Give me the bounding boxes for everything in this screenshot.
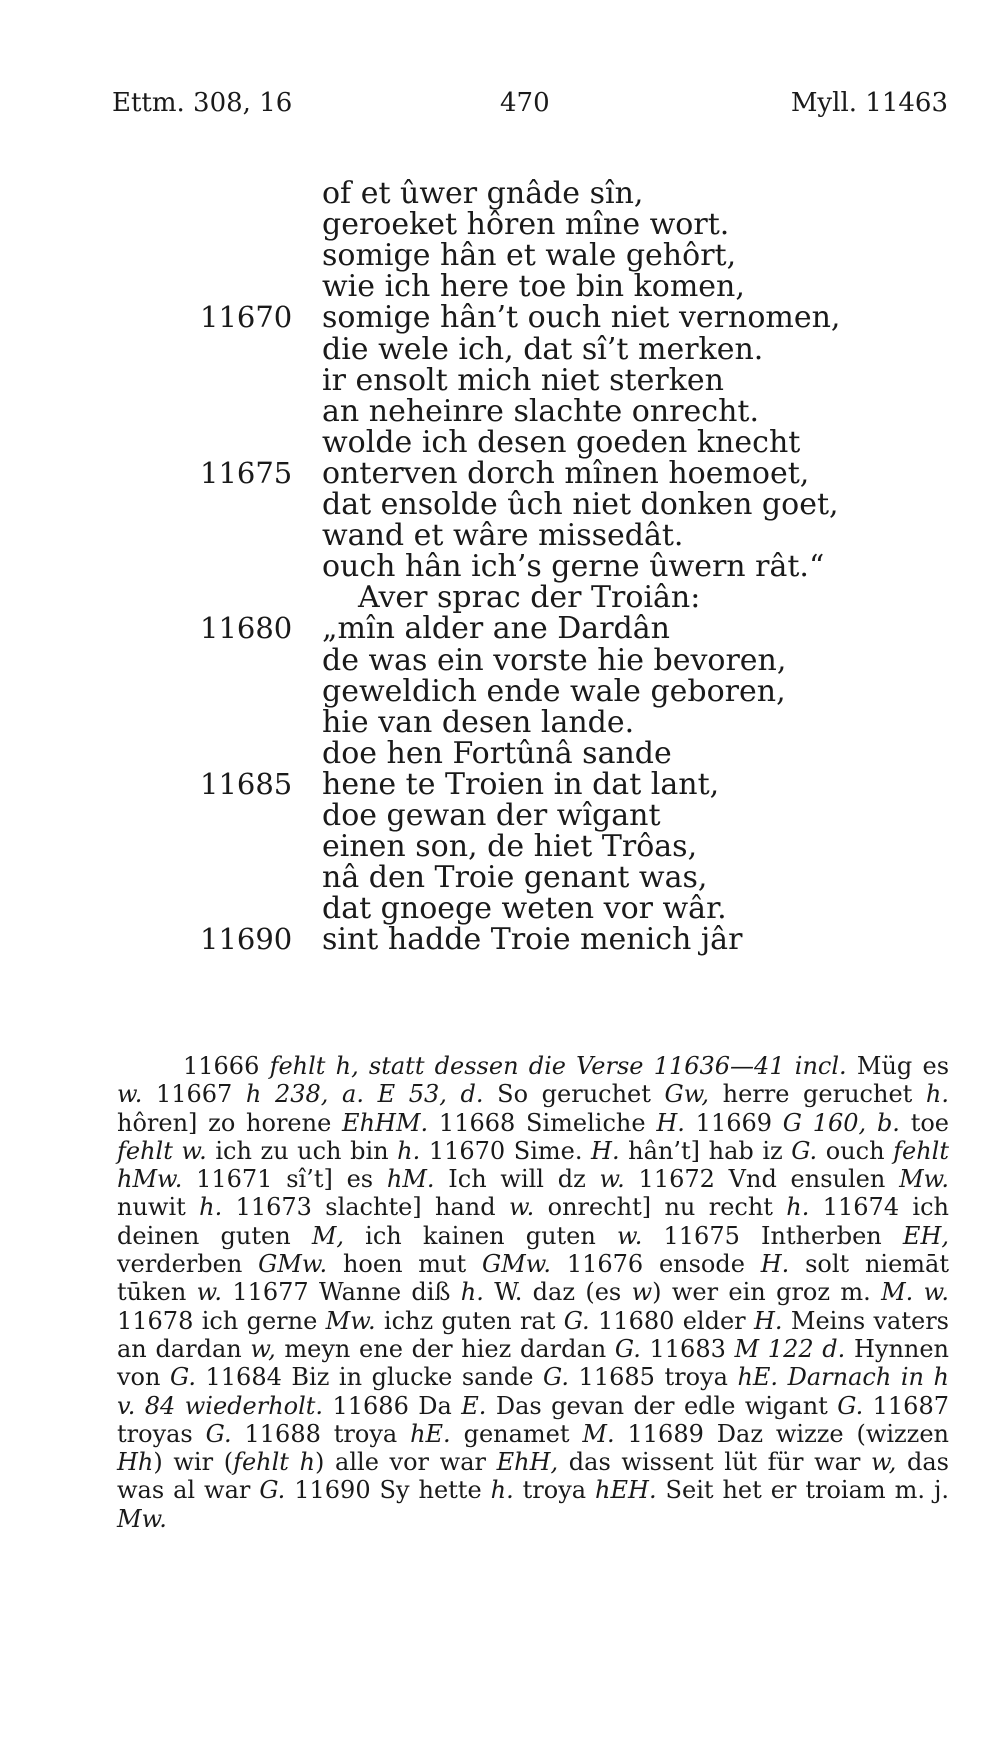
apparatus-siglum: w, (250, 1334, 276, 1363)
apparatus-text: ouch (817, 1136, 894, 1165)
apparatus-siglum: h. (460, 1278, 484, 1307)
running-header (0, 88, 1000, 132)
verse-text-line: onterven dorch mînen hoemoet, (322, 455, 810, 491)
apparatus-text: 11687 troyas (117, 1391, 949, 1448)
apparatus-siglum: h. (199, 1193, 223, 1222)
apparatus-text: hôren] zo horene (117, 1108, 343, 1137)
verse-text-line: doe hen Fortûnâ sande (322, 735, 672, 771)
apparatus-text: Meins vaters an dardan (117, 1306, 949, 1363)
apparatus-siglum: G. (205, 1419, 232, 1448)
apparatus-text: Das gevan der edle wigant (486, 1391, 838, 1420)
apparatus-siglum: EhHM. (342, 1108, 429, 1137)
apparatus-siglum: M, (311, 1221, 345, 1250)
apparatus-paragraph (117, 1052, 949, 1533)
apparatus-text: 11673 slachte] hand (222, 1193, 509, 1222)
apparatus-text: ich kainen guten (344, 1221, 618, 1250)
apparatus-siglum: Mw. (899, 1165, 949, 1194)
apparatus-siglum: GMw. (258, 1250, 328, 1279)
verse-text-line: die wele ich, dat sî’t merken. (322, 331, 764, 367)
verse-text-line: of et ûwer gnâde sîn, (322, 176, 644, 211)
apparatus-text: 11670 Sime. (420, 1136, 592, 1165)
apparatus-siglum: w. (617, 1221, 643, 1250)
verse-text-line: ir ensolt mich niet sterken (322, 362, 724, 398)
apparatus-text: 11683 (640, 1334, 735, 1363)
apparatus-siglum: h. (397, 1136, 421, 1165)
apparatus-siglum: h. (925, 1080, 950, 1109)
apparatus-siglum: G. (543, 1363, 569, 1392)
apparatus-text (778, 1363, 788, 1391)
verse-text-line: geroeket hôren mîne wort. (322, 207, 730, 243)
verse-text-line: „mîn alder ane Dardân (322, 611, 670, 647)
apparatus-text: 11680 elder (589, 1306, 754, 1335)
verse-text-line: dat gnoege weten vor wâr. (322, 891, 727, 927)
apparatus-text: Ich will dz (434, 1165, 600, 1194)
verse-text-line: wie ich here toe bin komen, (322, 269, 745, 305)
apparatus-siglum: w (631, 1278, 653, 1307)
verse-text-line: Aver sprac der Troiân: (358, 580, 701, 616)
verse-text-line: hie van desen lande. (322, 704, 635, 740)
apparatus-siglum: Darnach in h v. 84 wiederholt. (117, 1363, 949, 1420)
apparatus-siglum: Hh (117, 1448, 154, 1477)
verse-text-line: sint hadde Troie menich jâr (322, 922, 743, 958)
apparatus-text: 11667 (142, 1080, 246, 1109)
verse-text-line: an neheinre slachte onrecht. (322, 393, 759, 429)
line-number: 11690 (200, 922, 293, 957)
apparatus-text: toe (899, 1108, 950, 1137)
verse-text-line: de was ein vorste hie bevoren, (322, 642, 787, 678)
apparatus-text: solt niemāt tūken (117, 1250, 949, 1307)
apparatus-siglum: G. (170, 1363, 196, 1392)
verse-text-line: doe gewan der wîgant (322, 798, 661, 833)
verse-line (0, 921, 1000, 958)
apparatus-text: ) wir ( (153, 1448, 234, 1477)
apparatus-siglum: h. (490, 1476, 514, 1505)
apparatus-siglum: G. (259, 1476, 286, 1505)
header-right-reference: Myll. 11463 (790, 88, 948, 118)
line-number: 11680 (200, 611, 293, 646)
apparatus-text: onrecht] nu recht (534, 1193, 787, 1222)
apparatus-text: 11675 Intherben (642, 1221, 903, 1250)
apparatus-siglum: fehlt h, statt dessen die Verse 11636—41 incl. (269, 1052, 847, 1080)
apparatus-siglum: G. (563, 1306, 590, 1335)
apparatus-text: das wissent lüt für war (558, 1448, 872, 1477)
verse-text-line: geweldich ende wale geboren, (322, 673, 786, 709)
verse-text-line: wolde ich desen goeden knecht (322, 424, 801, 460)
apparatus-text: ) wer ein groz m. (652, 1278, 882, 1307)
critical-apparatus (117, 1052, 949, 1533)
apparatus-siglum: Mw. (325, 1306, 376, 1335)
apparatus-text: Hynnen von (117, 1334, 950, 1392)
verse-text-line: einen son, de hiet Trôas, (322, 829, 698, 865)
apparatus-siglum: fehlt w. (117, 1136, 207, 1165)
apparatus-text: 11671 sî’t] es (182, 1165, 387, 1194)
apparatus-text: 11689 Daz wizze (wizzen (614, 1419, 949, 1448)
apparatus-text: 11685 troya (569, 1363, 738, 1392)
apparatus-siglum: H. (656, 1108, 685, 1137)
apparatus-siglum: Mw. (117, 1504, 167, 1533)
verse-text-line: hene te Troien in dat lant, (322, 766, 720, 802)
apparatus-text: 11684 Biz in glucke sande (195, 1363, 544, 1392)
verse-text-line: somige hân’t ouch niet vernomen, (322, 300, 841, 336)
apparatus-text: 11677 Wanne diß (221, 1278, 461, 1307)
apparatus-text: ichz guten rat (375, 1306, 564, 1335)
apparatus-siglum: M 122 d. (734, 1334, 846, 1363)
apparatus-siglum: E. (461, 1391, 487, 1420)
apparatus-siglum: fehlt hMw. (117, 1136, 949, 1194)
apparatus-text: So geruchet (483, 1080, 665, 1109)
apparatus-siglum: EhH, (496, 1448, 559, 1477)
apparatus-siglum: w. (196, 1278, 222, 1307)
apparatus-siglum: EH, (902, 1221, 949, 1250)
apparatus-siglum: G 160, b. (782, 1108, 900, 1137)
apparatus-siglum: M. (582, 1419, 615, 1448)
apparatus-siglum: w. (117, 1080, 143, 1109)
apparatus-siglum: GMw. (481, 1250, 552, 1279)
apparatus-siglum: M. w. (881, 1278, 949, 1307)
verse-text-line: nâ den Troie genant was, (322, 860, 708, 896)
apparatus-text: ) alle vor war (315, 1448, 497, 1477)
apparatus-text: 11690 Sy hette (285, 1476, 491, 1505)
apparatus-siglum: h. (786, 1193, 810, 1222)
apparatus-text: 11686 Da (323, 1391, 462, 1420)
apparatus-text: 11668 Simeliche (428, 1108, 657, 1137)
apparatus-text: Seit het er troiam m. j. (656, 1476, 950, 1505)
apparatus-text: 11688 troya (231, 1419, 411, 1448)
verse-text-line: ouch hân ich’s gerne ûwern rât.“ (322, 549, 825, 585)
apparatus-siglum: hM. (386, 1165, 435, 1194)
apparatus-text: Müg es (846, 1052, 950, 1080)
apparatus-siglum: H. (754, 1306, 783, 1335)
apparatus-siglum: H. (591, 1136, 620, 1165)
apparatus-siglum: w. (599, 1165, 625, 1194)
verse-text-line: wand et wâre missedât. (322, 518, 684, 554)
header-left-reference: Ettm. 308, 16 (112, 88, 293, 118)
apparatus-text: 11674 ich deinen guten (117, 1193, 950, 1250)
apparatus-text: 11669 (684, 1108, 783, 1137)
apparatus-text: 11676 ensode (551, 1250, 761, 1279)
apparatus-siglum: w. (508, 1193, 535, 1222)
apparatus-siglum: hEH. (595, 1476, 657, 1505)
apparatus-siglum: fehlt h (233, 1448, 316, 1477)
apparatus-text: 11666 (183, 1052, 270, 1080)
apparatus-text: hoen mut (327, 1250, 482, 1279)
apparatus-text: verderben (117, 1250, 259, 1279)
apparatus-text: meyn ene der hiez dardan (275, 1334, 615, 1363)
page-number: 470 (500, 88, 550, 118)
line-number: 11675 (200, 455, 293, 490)
apparatus-text: nuwit (117, 1193, 200, 1222)
apparatus-siglum: G. (791, 1136, 818, 1165)
apparatus-siglum: H. (760, 1250, 790, 1279)
apparatus-text: 11678 ich gerne (117, 1306, 326, 1335)
apparatus-text: W. daz (es (483, 1278, 632, 1307)
apparatus-text: troya (513, 1476, 596, 1505)
apparatus-text: hân’t] hab iz (619, 1136, 792, 1165)
verse-text-line: somige hân et wale gehôrt, (322, 238, 737, 274)
apparatus-siglum: hE. (737, 1363, 779, 1392)
apparatus-text: 11672 Vnd ensulen (624, 1165, 900, 1194)
apparatus-siglum: h 238, a. E 53, d. (245, 1080, 484, 1109)
apparatus-siglum: hE. (410, 1419, 451, 1448)
line-number: 11670 (200, 300, 293, 335)
verse-text-line: dat ensolde ûch niet donken goet, (322, 487, 839, 522)
apparatus-siglum: Gw, (664, 1080, 710, 1109)
line-number: 11685 (200, 766, 293, 801)
apparatus-text: ich zu uch bin (206, 1136, 398, 1165)
apparatus-siglum: w, (871, 1448, 897, 1477)
apparatus-siglum: G. (837, 1391, 864, 1420)
apparatus-text: herre geruchet (709, 1080, 926, 1109)
apparatus-siglum: G. (614, 1334, 641, 1363)
apparatus-text: das was al war (117, 1448, 949, 1505)
apparatus-text: genamet (450, 1419, 583, 1448)
